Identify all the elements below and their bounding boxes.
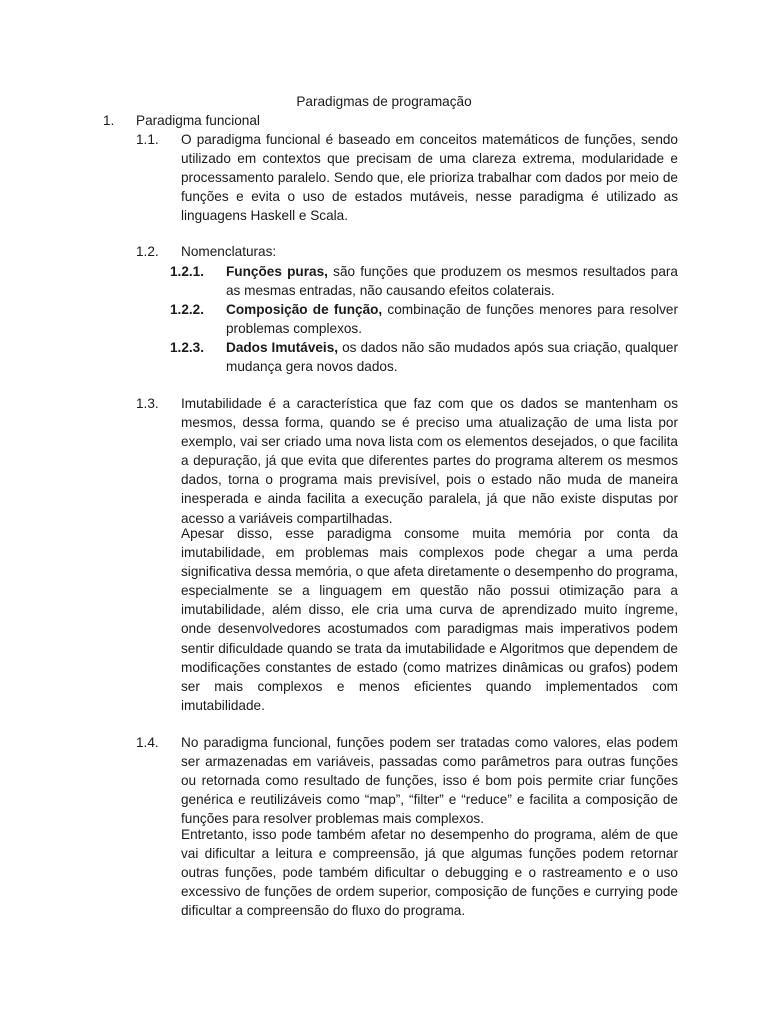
term-composicao-de-funcao: Composição de função, xyxy=(226,302,383,317)
item-text-1-3-paragraph-2: Apesar disso, esse paradigma consome muita memória por conta da imutabilidade, em problemas mais complexos pode chegar a uma perda significativa dessa memória, o que afeta diretamente o desempenho do programa, especialmente se a linguagem em questão não possui otimização para a imutabilidade, além disso, ele cria uma curva de aprendizado muito íngreme, onde desenvolvedores acostumados com paradigmas mais imperativos podem sentir dificuldade quando se trata da imutabilidade e Algoritmos que dependem de modificações constantes de estado (como matrizes dinâmicas ou grafos) podem ser mais complexos e menos eficientes quando implementados com imutabilidade. xyxy=(181,526,678,713)
item-number-1-2: 1.2. xyxy=(136,244,159,259)
item-text-1-4-paragraph-2: Entretanto, isso pode também afetar no desempenho do programa, além de que vai dificultar a leitura e compreensão, já que algumas funções podem retornar outras funções, pode também dificultar o debugging e o rastreamento e o uso excessivo de funções de ordem superior, composição de funções e currying pode dificultar a compreensão do fluxo do programa. xyxy=(181,827,678,919)
term-dados-imutaveis: Dados Imutáveis, xyxy=(226,340,339,355)
item-text-1-2-2 xyxy=(226,300,678,338)
section-heading: Paradigma funcional xyxy=(136,113,260,128)
item-text-1-4-paragraph-1: No paradigma funcional, funções podem ser tratadas como valores, elas podem ser armazenadas em variáveis, passadas como parâmetros para outras funções ou retornada como resultado de funções, isso é bom pois permite criar funções genérica e reutilizáveis como “map”, “filter” e “reduce” e facilita a composição de funções para resolver problemas mais complexos. xyxy=(181,735,678,827)
document-title: Paradigmas de programação xyxy=(296,94,472,109)
definition-funcoes-puras: são funções que produzem os mesmos resultados para as mesmas entradas, não causando efeitos colaterais. xyxy=(226,264,678,299)
section-number: 1. xyxy=(103,113,115,128)
item-text-1-2-3 xyxy=(226,338,678,376)
item-number-1-2-2: 1.2.2. xyxy=(170,302,205,317)
item-number-1-2-1: 1.2.1. xyxy=(170,264,205,279)
item-number-1-2-3: 1.2.3. xyxy=(170,340,205,355)
definition-dados-imutaveis: os dados não são mudados após sua criação, qualquer mudança gera novos dados. xyxy=(226,340,679,375)
item-text-1-3-paragraph-1: Imutabilidade é a característica que faz com que os dados se mantenham os mesmos, dessa forma, quando se é preciso uma atualização de uma lista por exemplo, vai ser criado uma nova lista com os elementos desejados, o que facilita a depuração, já que evita que diferentes partes do programa alterem os mesmos dados, torna o programa mais previsível, pois o estado não muda de maneira inesperada e ainda facilita a execução paralela, já que não existe disputas por acesso a variáveis compartilhadas. xyxy=(181,396,678,526)
definition-composicao-de-funcao: combinação de funções menores para resolver problemas complexos. xyxy=(226,302,679,337)
item-number-1-4: 1.4. xyxy=(136,735,159,750)
item-text-1-2-1 xyxy=(226,262,678,300)
item-text-1-1: O paradigma funcional é baseado em conceitos matemáticos de funções, sendo utilizado em contextos que precisam de uma clareza extrema, modularidade e processamento paralelo. Sendo que, ele prioriza trabalhar com dados por meio de funções e evita o uso de estados mutáveis, nesse paradigma é utilizado as linguagens Haskell e Scala. xyxy=(181,132,678,224)
item-text-1-2: Nomenclaturas: xyxy=(181,244,277,259)
item-number-1-3: 1.3. xyxy=(136,396,159,411)
item-number-1-1: 1.1. xyxy=(136,132,159,147)
term-funcoes-puras: Funções puras, xyxy=(226,264,328,279)
